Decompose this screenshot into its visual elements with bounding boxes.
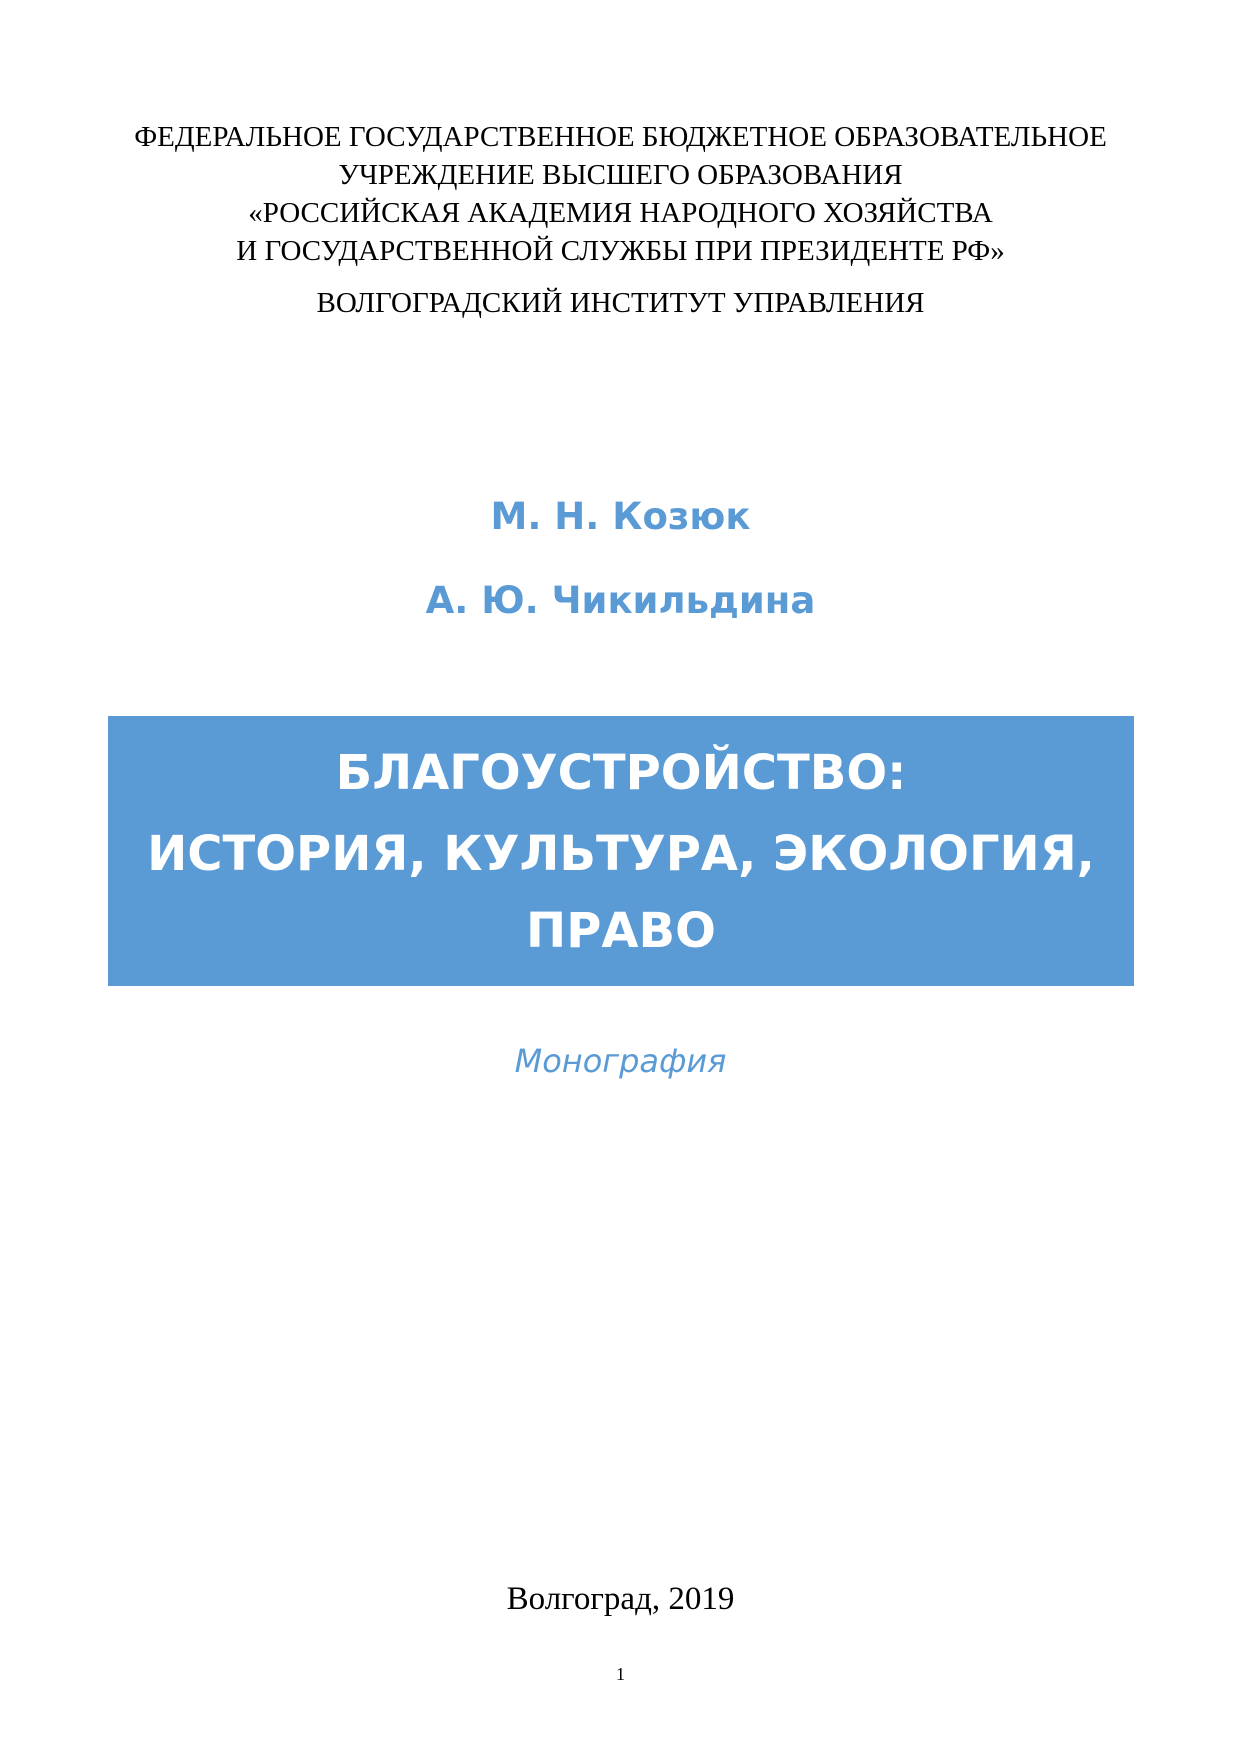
city-year: Волгоград, 2019 <box>506 1581 735 1617</box>
title-banner <box>108 716 1134 986</box>
page-number: 1 <box>616 1664 625 1684</box>
organization-line: УЧРЕЖДЕНИЕ ВЫСШЕГО ОБРАЗОВАНИЯ <box>338 159 903 191</box>
author-name: М. Н. Козюк <box>490 495 751 538</box>
institute-name: ВОЛГОГРАДСКИЙ ИНСТИТУТ УПРАВЛЕНИЯ <box>316 287 925 319</box>
organization-line: И ГОСУДАРСТВЕННОЙ СЛУЖБЫ ПРИ ПРЕЗИДЕНТЕ РФ» <box>236 235 1005 267</box>
book-title-line: ПРАВО <box>526 903 716 959</box>
organization-name <box>0 118 1241 270</box>
organization-line: ФЕДЕРАЛЬНОЕ ГОСУДАРСТВЕННОЕ БЮДЖЕТНОЕ ОБРАЗОВАТЕЛЬНОЕ <box>134 121 1107 153</box>
book-title-line: БЛАГОУСТРОЙСТВО: <box>335 745 907 801</box>
organization-line: «РОССИЙСКАЯ АКАДЕМИЯ НАРОДНОГО ХОЗЯЙСТВА <box>248 197 993 229</box>
book-title-line: ИСТОРИЯ, КУЛЬТУРА, ЭКОЛОГИЯ, <box>147 826 1095 882</box>
publication-type: Монография <box>514 1042 727 1080</box>
author-name: А. Ю. Чикильдина <box>425 579 816 622</box>
